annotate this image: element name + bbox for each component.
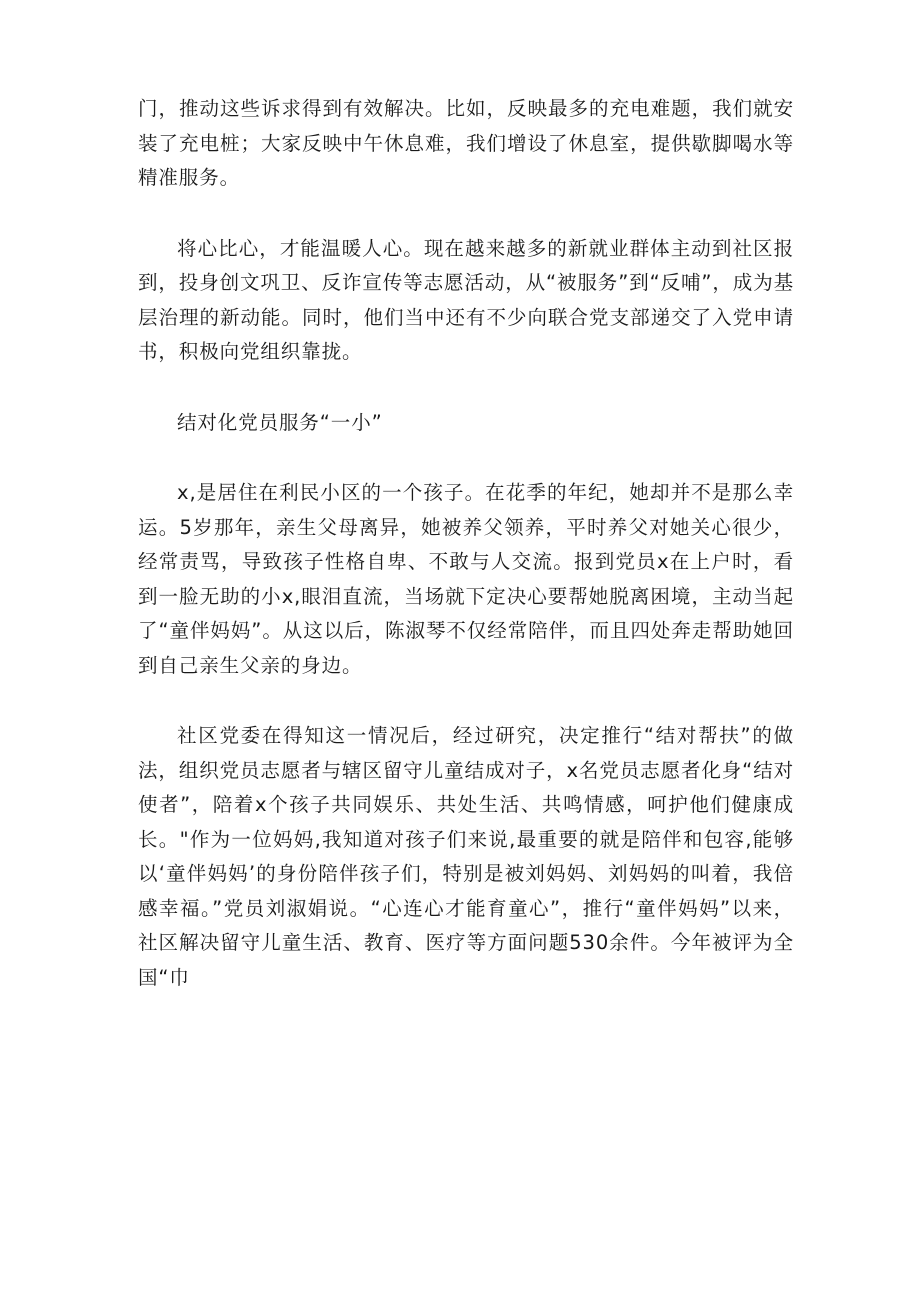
document-body <box>138 92 794 1031</box>
paragraph-continuation: 门，推动这些诉求得到有效解决。比如，反映最多的充电难题，我们就安装了充电桩；大家反映中午休息难，我们增设了休息室，提供歇脚喝水等精准服务。 <box>138 97 794 189</box>
paragraph-child-story: x,是居住在利民小区的一个孩子。在花季的年纪，她却并不是那么幸运。5岁那年，亲生父母离异，她被养父领养，平时养父对她关心很少，经常责骂，导致孩子性格自卑、不敢与人交流。报到党员x在上户时，看到一脸无助的小x,眼泪直流，当场就下定决心要帮她脱离困境，主动当起了“童伴妈妈”。从这以后，陈淑琴不仅经常陪伴，而且四处奔走帮助她回到自己亲生父亲的身边。 <box>138 481 794 677</box>
paragraph-pairing-program: 社区党委在得知这一情况后，经过研究，决定推行“结对帮扶”的做法，组织党员志愿者与辖区留守儿童结成对子，x名党员志愿者化身“结对使者”，陪着x个孩子共同娱乐、共处生活、共鸣情感，呵护他们健康成长。"作为一位妈妈,我知道对孩子们来说,最重要的就是陪伴和包容,能够以‘童伴妈妈’的身份陪伴孩子们，特别是被刘妈妈、刘妈妈的叫着，我倍感幸福。”党员刘淑娟说。“心连心才能育童心”，推行“童伴妈妈”以来，社区解决留守儿童生活、教育、医疗等方面问题530余件。今年被评为全国“巾 <box>138 724 794 989</box>
section-heading: 结对化党员服务“一小” <box>177 410 383 434</box>
paragraph-empathy: 将心比心，才能温暖人心。现在越来越多的新就业群体主动到社区报到，投身创文巩卫、反诈宣传等志愿活动，从“被服务”到“反哺”，成为基层治理的新动能。同时，他们当中还有不少向联合党支部递交了入党申请书，积极向党组织靠拢。 <box>138 236 795 363</box>
